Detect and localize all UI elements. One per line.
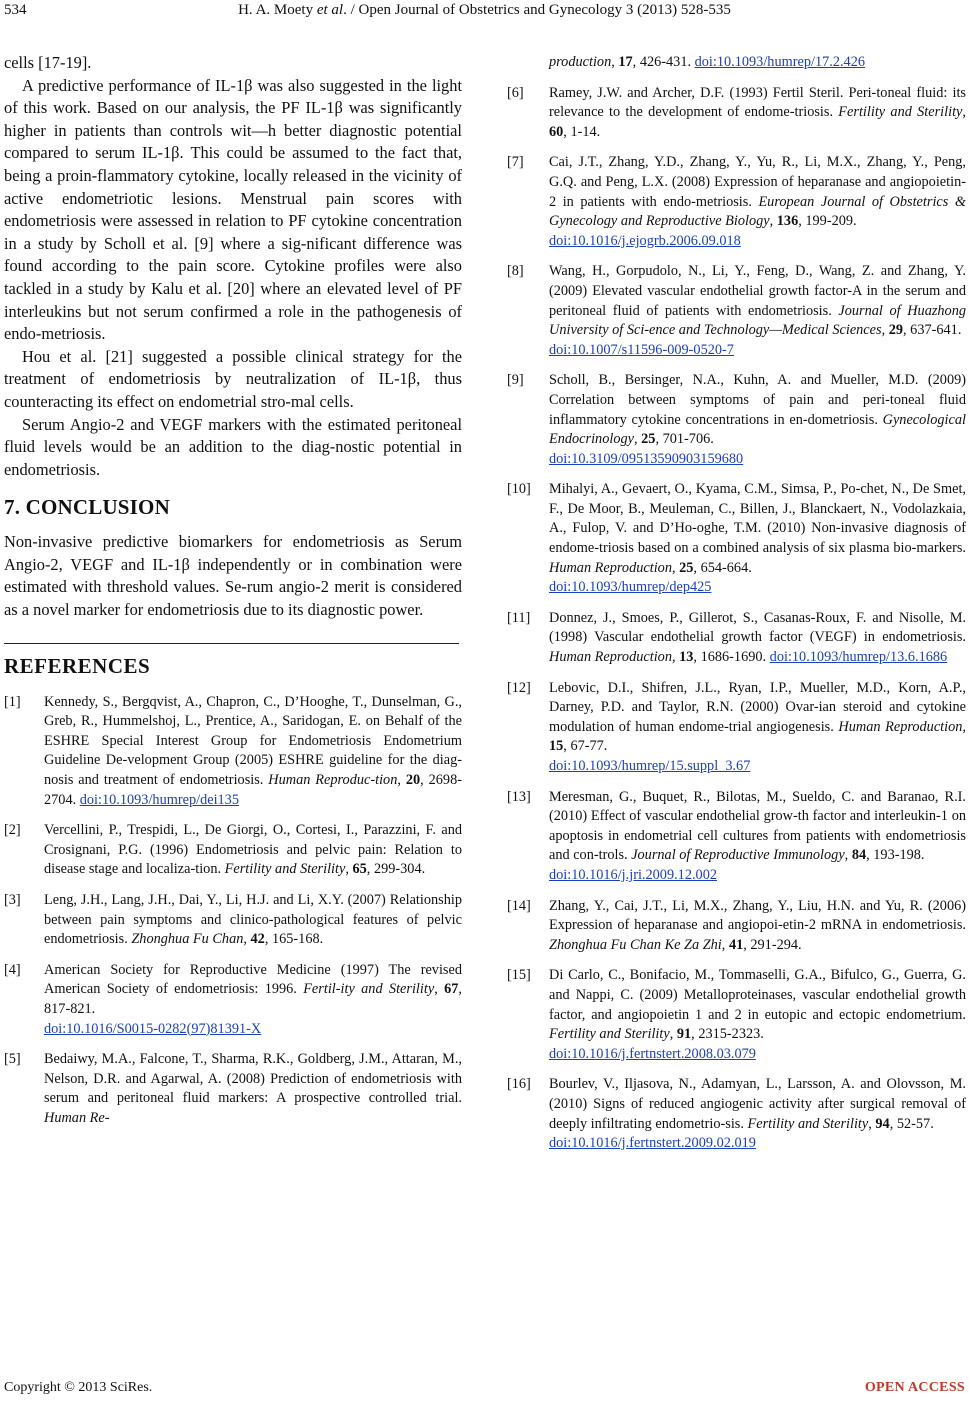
reference-volume: 136	[776, 213, 799, 230]
running-header	[0, 2, 969, 19]
right-column	[507, 53, 966, 1165]
reference-item	[507, 897, 966, 956]
copyright-notice: Copyright © 2013 SciRes.	[4, 1380, 153, 1395]
doi-link[interactable]: doi:10.1016/j.fertnstert.2009.02.019	[549, 1135, 756, 1152]
reference-journal: Journal of Huazhong University of Sci-ence and Technology—Medical Sciences	[549, 302, 967, 339]
reference-journal: production	[549, 54, 612, 70]
reference-number: [13]	[507, 788, 531, 805]
reference-text: Leng, J.H., Lang, J.H., Dai, Y., Li, H.J. and Li, X.Y. (2007) Relationship between pain symptoms and clinico-pathological features of pelvic endometriosis. Zhonghua Fu Chan, 42, 165-168.	[44, 892, 462, 948]
reference-journal: Zhonghua Fu Chan	[131, 931, 244, 948]
reference-journal: Fertility and Sterility	[549, 1026, 670, 1043]
reference-volume: 41	[728, 936, 744, 953]
references-list-left	[4, 693, 462, 1129]
reference-number: [11]	[507, 609, 531, 626]
reference-pages: , 299-304.	[366, 861, 426, 878]
reference-text: Kennedy, S., Bergqvist, A., Chapron, C., D’Hooghe, T., Dunselman, G., Greb, R., Hummelshoj, L., Prentice, A., Saridogan, E. on Behalf of the ESHRE Special Interest Group for Endometriosis Endometrium Guideline De-velopment Group (2005) ESHRE guideline for the diag-nosis and treatment of endometriosis. Human Reproduc-tion, 20, 2698-2704. doi:10.1093/humrep/dei135	[44, 693, 462, 808]
reference-authors-title: Meresman, G., Buquet, R., Bilotas, M., Sueldo, C. and Baranao, R.I. (2010) Effect of vascular endothelial grow-th factor and interleukin-1 on apoptosis in endometrial cell cultures from patients with endometriosis and con-trols.	[549, 788, 966, 864]
reference-volume: 25	[641, 431, 656, 448]
reference-pages: , 199-209.	[798, 213, 857, 230]
doi-link[interactable]: doi:10.1093/humrep/dei135	[79, 791, 239, 808]
reference-authors-title: Wang, H., Gorpudolo, N., Li, Y., Feng, D., Wang, Z. and Zhang, Y. (2009) Elevated vascular endothelial growth factor-A in the serum and peritoneal fluid of patients with endometriosis.	[549, 263, 966, 319]
reference-text: Lebovic, D.I., Shifren, J.L., Ryan, I.P., Mueller, M.D., Korn, A.P., Darney, P.D. and Taylor, R.N. (2000) Ovar-ian steroid and cytokine modulation of human endome-trial angiogenesis. Human Reproduction, 15, 67-77. doi:10.1093/humrep/15.suppl_3.67	[549, 679, 966, 774]
reference-pages: , 52-57.	[889, 1115, 934, 1132]
reference-item	[507, 1075, 966, 1153]
reference-number: [9]	[507, 372, 524, 389]
reference-journal: European Journal of Obstetrics & Gynecology and Reproductive Biology	[549, 193, 966, 230]
reference-journal: Gynecological Endocrinology	[549, 411, 966, 448]
reference-volume: 94	[875, 1115, 890, 1132]
reference-text: Donnez, J., Smoes, P., Gillerot, S., Casanas-Roux, F. and Nisolle, M. (1998) Vascular endothelial growth factor (VEGF) in endometriosis. Human Reproduction, 13, 1686-1690. doi:10.1093/humrep/13.6.1686	[549, 609, 966, 666]
reference-volume: 65	[352, 861, 367, 878]
reference-text: Meresman, G., Buquet, R., Bilotas, M., Sueldo, C. and Baranao, R.I. (2010) Effect of vascular endothelial grow-th factor and interleukin-1 on apoptosis in endometrial cell cultures from patients with endometriosis and con-trols. Journal of Reproductive Immunology, 84, 193-198. doi:10.1016/j.jri.2009.12.002	[549, 788, 966, 883]
reference-item	[4, 821, 462, 880]
conclusion-heading: 7. CONCLUSION	[4, 495, 170, 520]
reference-authors-title: Kennedy, S., Bergqvist, A., Chapron, C., D’Hooghe, T., Dunselman, G., Greb, R., Hummelshoj, L., Prentice, A., Saridogan, E. on Behalf of the ESHRE Special Interest Group for Endometriosis Endometrium Guideline De-velopment Group (2005) ESHRE guideline for the diag-nosis and treatment of endometriosis.	[44, 693, 462, 789]
reference-number: [8]	[507, 263, 524, 280]
reference-pages: , 426-431.	[632, 54, 695, 70]
reference-volume: 15	[549, 738, 564, 755]
references-list-right	[507, 84, 966, 1154]
reference-journal: Human Reproduction	[838, 718, 963, 735]
reference-journal: Human Reproduc-tion	[268, 772, 398, 789]
reference-pages: , 193-198.	[866, 847, 925, 864]
reference-authors-title: Cai, J.T., Zhang, Y.D., Zhang, Y., Yu, R., Li, M.X., Zhang, Y., Peng, G.Q. and Peng, L.X. (2008) Expression of heparanase and angiopoietin-2 in patients with endo-metriosis.	[549, 154, 966, 210]
open-access-label: OPEN ACCESS	[864, 1380, 965, 1395]
body-paragraph: Hou et al. [21] suggested a possible clinical strategy for the treatment of endometriosis by neutralization of IL-1β, thus counteracting its effect on endometrial stro-mal cells.	[4, 346, 462, 411]
reference-text	[44, 1050, 462, 1128]
reference-text: Ramey, J.W. and Archer, D.F. (1993) Fertil Steril. Peri-toneal fluid: its relevance to the development of endome-triosis. Fertility and Sterility, 60, 1-14.	[549, 84, 966, 140]
conclusion-paragraph: Non-invasive predictive biomarkers for endometriosis as Serum Angio-2, VEGF and IL-1β independently or in combination were estimated with threshold values. Se-rum angio-2 merit is considered as a novel marker for endometriosis due to its diagnostic power.	[4, 532, 462, 620]
reference-journal: Fertility and Sterility	[747, 1115, 869, 1132]
page-number: 534	[4, 2, 27, 18]
reference-number: [3]	[4, 892, 21, 908]
header-etal: et al	[316, 2, 344, 18]
reference-journal: Journal of Reproductive Immunology	[631, 847, 845, 864]
reference-volume: 29	[888, 322, 904, 339]
reference-pages: , 817-821.	[44, 981, 462, 1017]
body-paragraph: Serum Angio-2 and VEGF markers with the estimated peritoneal fluid levels would be an addition to the diag-nostic potential in endometriosis.	[4, 414, 462, 479]
reference-pages: , 165-168.	[264, 931, 324, 948]
reference-item	[507, 153, 966, 251]
reference-authors-title: Mihalyi, A., Gevaert, O., Kyama, C.M., Simsa, P., Po-chet, N., De Smet, F., De Moor, B., Meuleman, C., Billen, J., Blanckaert, N., Vodolazkaia, A., Fulop, V. and D’Ho-oghe, T.M. (2010) Non-invasive diagnosis of endome-triosis based on a combined analysis of six plasma bio-markers.	[549, 481, 966, 557]
references-heading: REFERENCES	[4, 653, 151, 678]
reference-number: [12]	[507, 679, 531, 696]
reference-item	[507, 609, 966, 668]
reference-number: [15]	[507, 967, 531, 984]
reference-pages: , 637-641.	[903, 322, 962, 339]
reference-number: [4]	[4, 961, 21, 978]
reference-journal: Fertil-ity and Sterility	[303, 981, 435, 998]
doi-link[interactable]: doi:10.1016/j.ejogrb.2006.09.018	[549, 232, 741, 249]
reference-number: [2]	[4, 822, 21, 839]
reference-journal: Fertility and Sterility	[838, 104, 963, 121]
reference-item	[4, 891, 462, 950]
reference-pages: , 654-664.	[693, 559, 752, 576]
reference-text: Di Carlo, C., Bonifacio, M., Tommaselli, G.A., Bifulco, G., Guerra, G. and Nappi, C. (2009) Metalloproteinases, vascular endothelial growth factor, and angiopoietin 1 and 2 in eutopic and ectopic endometrium. Fertility and Sterility, 91, 2315-2323. doi:10.1016/j.fertnstert.2008.03.079	[549, 967, 966, 1062]
reference-number: [16]	[507, 1076, 531, 1093]
doi-link[interactable]: doi:10.1093/humrep/dep425	[549, 579, 712, 596]
reference-pages: , 701-706.	[655, 431, 714, 448]
reference-authors-title: Ramey, J.W. and Archer, D.F. (1993) Fertil Steril. Peri-toneal fluid: its relevance to the development of endome-triosis.	[549, 84, 966, 121]
reference-text: Bourlev, V., Iljasova, N., Adamyan, L., Larsson, A. and Olovsson, M. (2010) Signs of reduced angiogenic activity after surgical removal of deeply infiltrating endometrio-sis. Fertility and Sterility, 94, 52-57. doi:10.1016/j.fertnstert.2009.02.019	[549, 1076, 966, 1152]
reference-pages: , 2698-2704.	[44, 772, 462, 808]
reference-number: [1]	[4, 693, 21, 710]
body-paragraph: A predictive performance of IL-1β was also suggested in the light of this work. Based on our analysis, the PF IL-1β was significantly higher in patients than controls wit—h better diagnostic potential compared to serum IL-1β. This could be assumed to the fact that, being a proin-flammatory cytokine, locally released in the vicinity of active endometriotic lesions. Menstrual pain scores with endometriosis were assessed in relation to PF cytokine concentration in a study by Scholl et al. [9] where a sig-nificant difference was found according to the pain score. Cytokine profiles were also tackled in a study by Kalu et al. [20] where an elevated level of PF interleukins but not serum confirmed a role in the pathogenesis of endo-metriosis.	[4, 75, 462, 344]
reference-item	[507, 966, 966, 1064]
reference-item	[4, 1050, 462, 1128]
reference-number: [10]	[507, 481, 531, 498]
reference-pages: , 67-77.	[563, 738, 608, 755]
reference-text: American Society for Reproductive Medicine (1997) The revised American Society of endometriosis: 1996. Fertil-ity and Sterility, 67, 817-821. doi:10.1016/S0015-0282(97)81391-X	[44, 961, 462, 1037]
reference-journal: Zhonghua Fu Chan Ke Za Zhi	[549, 936, 722, 953]
reference-volume: 13	[679, 649, 694, 666]
reference-authors-title: Bedaiwy, M.A., Falcone, T., Sharma, R.K., Goldberg, J.M., Attaran, M., Nelson, D.R. and Agarwal, A. (2008) Prediction of endometriosis with serum and peritoneal fluid markers: A prospective controlled trial.	[44, 1051, 462, 1107]
doi-link[interactable]: doi:10.1007/s11596-009-0520-7	[549, 341, 734, 358]
reference-journal: Human Re-	[44, 1109, 110, 1126]
reference-text: Scholl, B., Bersinger, N.A., Kuhn, A. and Mueller, M.D. (2009) Correlation between symptoms of pain and peri-toneal fluid inflammatory cytokine concentrations in en-dometriosis. Gynecological Endocrinology, 25, 701-706. doi:10.3109/09513590903159680	[549, 372, 966, 467]
reference-journal: Fertility and Sterility	[224, 861, 346, 878]
doi-link[interactable]: doi:10.1093/humrep/15.suppl_3.67	[549, 758, 751, 774]
reference-volume: 42	[250, 931, 265, 948]
reference-authors-title: Di Carlo, C., Bonifacio, M., Tommaselli, G.A., Bifulco, G., Guerra, G. and Nappi, C. (2009) Metalloproteinases, vascular endothelial growth factor, and angiopoietin 1 and 2 in eutopic and ectopic endometrium.	[549, 967, 966, 1023]
reference-volume: 84	[851, 847, 867, 864]
reference-volume: 25	[679, 559, 694, 576]
doi-link[interactable]: doi:10.1016/j.jri.2009.12.002	[549, 866, 717, 883]
reference-volume: 67	[444, 981, 459, 998]
reference-volume: 17	[618, 54, 633, 70]
reference-authors-title: Vercellini, P., Trespidi, L., De Giorgi, O., Cortesi, I., Parazzini, F. and Crosignani, P.G. (1996) Endometriosis and pelvic pain: Relation to disease stage and localiza-tion.	[44, 822, 462, 878]
reference-authors-title: Scholl, B., Bersinger, N.A., Kuhn, A. and Mueller, M.D. (2009) Correlation between symptoms of pain and peri-toneal fluid inflammatory cytokine concentrations in en-dometriosis.	[549, 372, 966, 428]
reference-text: Cai, J.T., Zhang, Y.D., Zhang, Y., Yu, R., Li, M.X., Zhang, Y., Peng, G.Q. and Peng, L.X. (2008) Expression of heparanase and angiopoietin-2 in patients with endo-metriosis. European Journal of Obstetrics & Gynecology and Reproductive Biology, 136, 199-209. doi:10.1016/j.ejogrb.2006.09.018	[549, 154, 966, 249]
reference-item	[507, 371, 966, 469]
reference-journal: Human Reproduction	[549, 649, 672, 666]
section-divider	[4, 643, 459, 644]
doi-link[interactable]: doi:10.1016/S0015-0282(97)81391-X	[44, 1020, 262, 1037]
header-journal: . / Open Journal of Obstetrics and Gynecology 3 (2013) 528-535	[343, 2, 731, 18]
doi-link[interactable]: doi:10.1093/humrep/13.6.1686	[769, 649, 948, 666]
doi-link[interactable]: doi:10.3109/09513590903159680	[549, 450, 744, 467]
reference-text: Mihalyi, A., Gevaert, O., Kyama, C.M., Simsa, P., Po-chet, N., De Smet, F., De Moor, B., Meuleman, C., Billen, J., Blanckaert, N., Vodolazkaia, A., Fulop, V. and D’Ho-oghe, T.M. (2010) Non-invasive diagnosis of endome-triosis based on a combined analysis of six plasma bio-markers. Human Reproduction, 25, 654-664. doi:10.1093/humrep/dep425	[549, 481, 966, 596]
header-authors: H. A. Moety	[238, 2, 317, 18]
reference-pages: , 1686-1690.	[693, 649, 770, 666]
reference-authors-title: Zhang, Y., Cai, J.T., Li, M.X., Zhang, Y., Liu, H.N. and Yu, R. (2006) Expression of heparanase and angiopoi-etin-2 mRNA in endometriosis.	[549, 897, 966, 934]
reference-volume: 91	[676, 1026, 692, 1043]
reference-pages: , 1-14.	[563, 123, 601, 140]
reference-authors-title: Bourlev, V., Iljasova, N., Adamyan, L., Larsson, A. and Olovsson, M. (2010) Signs of reduced angiogenic activity after surgical removal of deeply infiltrating endometrio-sis.	[549, 1076, 966, 1132]
reference-text: Vercellini, P., Trespidi, L., De Giorgi, O., Cortesi, I., Parazzini, F. and Crosignani, P.G. (1996) Endometriosis and pelvic pain: Relation to disease stage and localiza-tion. Fertility and Sterility, 65, 299-304.	[44, 822, 462, 878]
reference-number: [5]	[4, 1051, 21, 1068]
doi-link[interactable]: doi:10.1016/j.fertnstert.2008.03.079	[549, 1045, 756, 1062]
reference-item	[507, 480, 966, 598]
reference-pages: , 2315-2323.	[691, 1026, 764, 1043]
reference-continuation: production, 17, 426-431. doi:10.1093/humrep/17.2.426	[549, 54, 865, 70]
body-paragraph: cells [17-19].	[4, 53, 92, 72]
reference-authors-title: American Society for Reproductive Medicine (1997) The revised American Society of endometriosis: 1996.	[44, 961, 462, 998]
reference-item	[507, 788, 966, 886]
reference-volume: 60	[549, 123, 564, 140]
reference-item	[507, 679, 966, 777]
reference-number: [6]	[507, 84, 524, 101]
reference-number: [7]	[507, 154, 524, 171]
reference-volume: 20	[405, 772, 421, 789]
reference-pages: , 291-294.	[743, 936, 802, 953]
reference-item	[4, 961, 462, 1039]
reference-item	[507, 84, 966, 143]
reference-item	[4, 693, 462, 811]
reference-number: [14]	[507, 897, 531, 914]
left-column	[4, 52, 462, 1140]
reference-item	[507, 262, 966, 360]
reference-journal: Human Reproduction	[549, 559, 672, 576]
reference-authors-title: Donnez, J., Smoes, P., Gillerot, S., Casanas-Roux, F. and Nisolle, M. (1998) Vascular endothelial growth factor (VEGF) in endometriosis.	[549, 609, 966, 646]
doi-link[interactable]: doi:10.1093/humrep/17.2.426	[694, 54, 865, 70]
reference-authors-title: Lebovic, D.I., Shifren, J.L., Ryan, I.P., Mueller, M.D., Korn, A.P., Darney, P.D. and Taylor, R.N. (2000) Ovar-ian steroid and cytokine modulation of human endome-trial angiogenesis.	[549, 679, 966, 735]
reference-authors-title: Leng, J.H., Lang, J.H., Dai, Y., Li, H.J. and Li, X.Y. (2007) Relationship between pain symptoms and clinico-pathological features of pelvic endometriosis.	[44, 892, 462, 948]
reference-text: Zhang, Y., Cai, J.T., Li, M.X., Zhang, Y., Liu, H.N. and Yu, R. (2006) Expression of heparanase and angiopoi-etin-2 mRNA in endometriosis. Zhonghua Fu Chan Ke Za Zhi, 41, 291-294.	[549, 897, 966, 953]
reference-text: Wang, H., Gorpudolo, N., Li, Y., Feng, D., Wang, Z. and Zhang, Y. (2009) Elevated vascular endothelial growth factor-A in the serum and peritoneal fluid of patients with endometriosis. Journal of Huazhong University of Sci-ence and Technology—Medical Sciences, 29, 637-641. doi:10.1007/s11596-009-0520-7	[549, 263, 967, 358]
